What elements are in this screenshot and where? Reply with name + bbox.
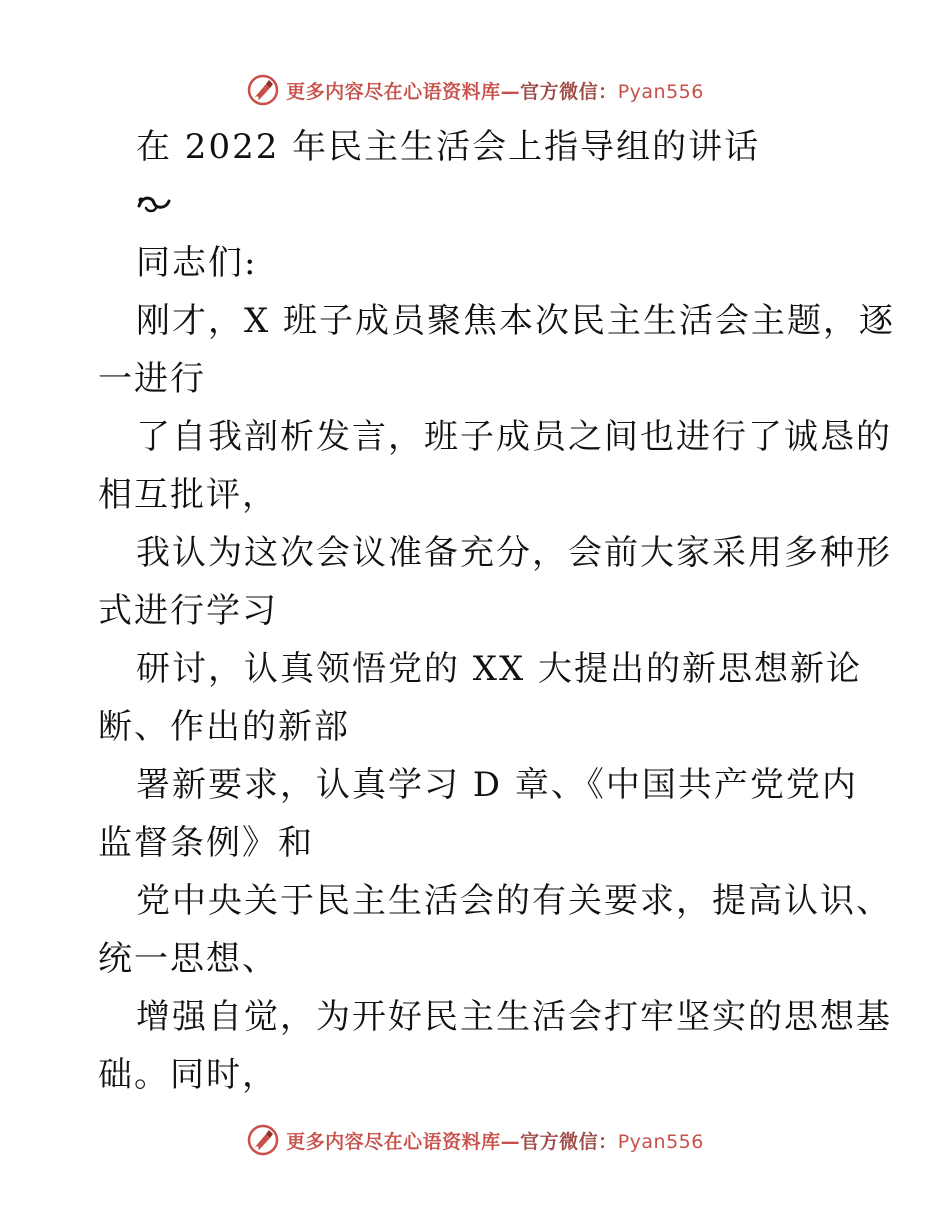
- body-line: 断、作出的新部: [98, 707, 350, 747]
- body-line: 研讨，认真领悟党的 XX 大提出的新思想新论: [136, 649, 863, 689]
- banner-main-text: 更多内容尽在心语资料库: [286, 80, 501, 103]
- document-body: [98, 118, 896, 1104]
- footer-banner: [0, 1118, 950, 1162]
- body-line: 我认为这次会议准备充分，会前大家采用多种形: [136, 533, 892, 573]
- banner-wechat-id: Pyan556: [617, 80, 704, 103]
- body-paragraph: [98, 292, 896, 1104]
- pen-nib-seal-icon: [246, 73, 280, 107]
- body-line: 式进行学习: [98, 591, 278, 631]
- body-line: 一进行: [98, 359, 206, 399]
- body-line: 础。同时，: [98, 1055, 278, 1095]
- banner-text: [286, 77, 704, 104]
- body-line: 统一思想、: [98, 939, 278, 979]
- document-title: 在 2022 年民主生活会上指导组的讲话: [136, 127, 761, 167]
- body-line: 增强自觉，为开好民主生活会打牢坚实的思想基: [136, 997, 892, 1037]
- body-line: 刚才，X 班子成员聚焦本次民主生活会主题，逐: [136, 301, 896, 341]
- body-line: 署新要求，认真学习 D 章、《中国共产党党内: [136, 765, 858, 805]
- banner-wechat-id: Pyan556: [617, 1130, 704, 1153]
- ornament-row: [98, 176, 858, 234]
- body-line: 党中央关于民主生活会的有关要求，提高认识、: [136, 881, 892, 921]
- pen-nib-seal-icon: [246, 1123, 280, 1157]
- banner-text: [286, 1127, 704, 1154]
- banner-dash: —: [500, 1130, 521, 1153]
- banner-main-text: 更多内容尽在心语资料库: [286, 1130, 501, 1153]
- banner-dash: —: [500, 80, 521, 103]
- body-line: 监督条例》和: [98, 823, 314, 863]
- header-banner: [0, 68, 950, 112]
- banner-wechat-label: 官方微信：: [520, 80, 618, 103]
- salutation: 同志们:: [136, 243, 258, 283]
- body-line: 了自我剖析发言，班子成员之间也进行了诚恳的: [136, 417, 892, 457]
- body-line: 相互批评，: [98, 475, 278, 515]
- banner-wechat-label: 官方微信：: [520, 1130, 618, 1153]
- fleuron-ornament-icon: [136, 192, 172, 218]
